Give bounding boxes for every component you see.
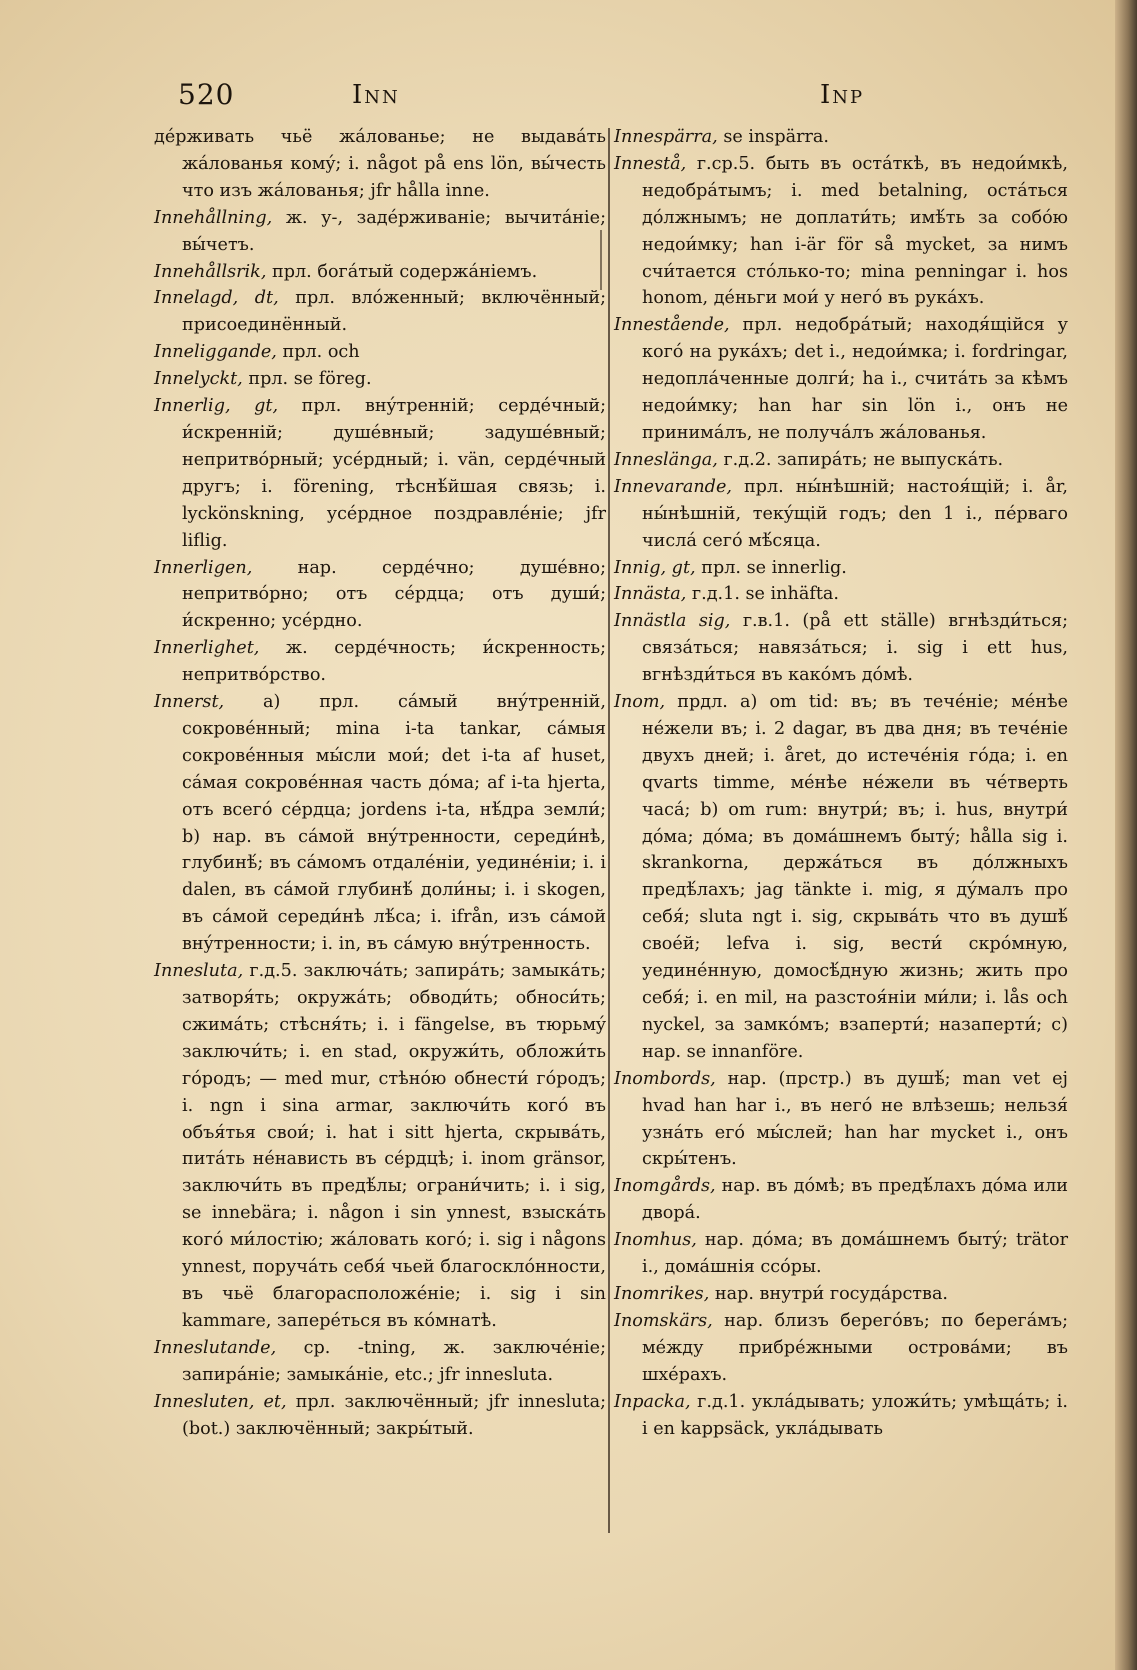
column-divider	[608, 128, 610, 1533]
dictionary-entry	[154, 1335, 606, 1389]
dictionary-entry	[614, 312, 1068, 447]
entry-definition: прл. och	[282, 342, 360, 363]
entry-definition: г.д.1. se inhäfta.	[691, 584, 839, 605]
entry-definition: прл. недобрáтый; находя́щійся у когó на рукáхъ; det i., недои́мка; i. fordringar, недоплáченные долги́; ha i., считáть за кѣмъ недои́мку; han har sin lön i., онъ не принимáлъ, не получáлъ жáлованья.	[642, 315, 1069, 443]
entry-definition: ср. -tning, ж. заключéніе; запирáніе; замыкáніе, etc.; jfr innesluta.	[182, 1337, 606, 1385]
entry-definition: нар. (прстр.) въ душѣ́; man vet ej hvad han har i., въ негó не влѣзешь; нельзя́ узнáть егó мы́слей; han har mycket i., онъ скры́тенъ.	[642, 1068, 1068, 1170]
dictionary-entry	[154, 205, 606, 259]
entry-definition: нар. внутри́ госудáрства.	[714, 1283, 949, 1304]
entry-definition: прл. внýтренній; сердéчный; и́скренній; душéвный; задушéвный; непритвóрный; усéрдный; i. vän, сердéчный другъ; i. förening, тѣснѣ́йшая связь; i. lyckönskning, усéрдное поздравлéніе; jfr liflig.	[182, 396, 607, 551]
entry-definition: прл. богáтый содержáніемъ.	[272, 261, 538, 282]
entry-definition: a) прл. сáмый внýтренній, сокровéнный; mina i-ta tankar, сáмыя сокровéнныя мы́сли мои́; det i-ta af huset, сáмая сокровéнная часть дóма; af i-ta hjerta, отъ всегó сéрдца; jordens i-ta, нѣ́дра земли́; b) нар. въ сáмой внýтренности, середи́нѣ, глубинѣ́; въ сáмомъ отдалéніи, уединéніи; i. i dalen, въ сáмой глубинѣ́ доли́ны; i. i skogen, въ сáмой середи́нѣ лѣ́са; i. ifrån, изъ сáмой внýтренности; i. in, въ сáмую внýтренность.	[182, 692, 606, 955]
entry-definition: прл. se föreg.	[248, 369, 372, 390]
entry-headword: Inpacka,	[614, 1391, 691, 1412]
entry-headword: Innelyckt,	[154, 369, 243, 390]
dictionary-entry	[614, 124, 1068, 151]
entry-headword: Innehållsrik,	[154, 261, 267, 282]
dictionary-entry	[154, 339, 606, 366]
entry-headword: Innästla sig,	[614, 611, 731, 632]
dictionary-entry	[154, 689, 606, 958]
dictionary-entry	[154, 285, 606, 339]
entry-headword: Innestående,	[614, 315, 730, 336]
entry-headword: Innesluta,	[154, 961, 244, 982]
entry-definition: se inspärra.	[723, 127, 829, 147]
entry-headword: Inom,	[614, 692, 666, 713]
entry-headword: Innestå,	[614, 153, 687, 174]
entry-headword: Innig, gt,	[614, 557, 696, 578]
dictionary-entry	[614, 581, 1068, 608]
entry-headword: Inneslutande,	[154, 1337, 277, 1358]
entry-headword: Innerlig, gt,	[154, 396, 279, 417]
left-column	[154, 124, 606, 1442]
entry-headword: Innerligen,	[154, 557, 253, 578]
right-column	[614, 124, 1068, 1442]
dictionary-entry	[154, 1389, 606, 1443]
dictionary-entry	[154, 259, 606, 286]
entry-headword: Inomhus,	[614, 1230, 697, 1251]
dictionary-entry	[614, 1281, 1068, 1308]
dictionary-entry	[154, 555, 606, 636]
dictionary-entry	[614, 447, 1068, 474]
entry-definition: г.д.1. уклáдывать; уложи́ть; умѣщáть; i. i en kappsäck, уклáдывать	[642, 1391, 1068, 1439]
entry-definition: нар. въ дóмѣ; въ предѣ́лахъ дóма или двора́.	[642, 1176, 1069, 1224]
entry-definition: прл. ны́нѣшній; настоя́щій; i. år, ны́нѣшній, текýщій годъ; den 1 i., пéрваго числá сегó мѣ́сяца.	[642, 476, 1069, 551]
entry-definition: г.в.1. (på ett ställe) вгнѣзди́ться; связáться; навязáться; i. sig i ett hus, вгнѣзди́ться въ какóмъ дóмѣ.	[642, 611, 1068, 686]
entry-definition: прдл. a) om tid: въ; въ течéніе; мéнѣе нéжели въ; i. 2 dagar, въ два дня; въ течéніе двухъ дней; i. året, до истечéнія гóда; i. en qvarts timme, мéнѣе нéжели въ чéтверть часá; b) om rum: внутри́; въ; i. hus, внутри́ дóма; дóма; въ домáшнемъ бытý; hålla sig i. skrankorna, держáться въ дóлжныхъ предѣ́лахъ; jag tänkte i. mig, я дýмалъ про себя́; sluta ngt i. sig, скрывáть что въ душѣ́ своéй; lefva i. sig, вести́ скрóмную, уединéнную, домосѣ́дную жизнь; жить про себя́; i. en mil, на разстоя́ніи ми́ли; i. lås och nyckel, за замкóмъ; взаперти́; назаперти́; c) нар. se innanföre.	[642, 692, 1069, 1062]
dictionary-entry	[154, 393, 606, 554]
dictionary-entry	[154, 958, 606, 1335]
dictionary-entry	[154, 366, 606, 393]
dictionary-entry	[614, 689, 1068, 1066]
entry-headword: Inneliggande,	[154, 342, 277, 363]
entry-headword: Innespärra,	[614, 127, 718, 147]
entry-headword: Innerlighet,	[154, 638, 260, 659]
entry-headword: Inneslänga,	[614, 449, 718, 470]
dictionary-entry	[614, 608, 1068, 689]
dictionary-entry	[614, 474, 1068, 555]
entry-definition: г.д.5. заключáть; запирáть; замыкáть; затворя́ть; окружáть; обводи́ть; обноси́ть; сжимáть; стѣсня́ть; i. i fängelse, въ тюрьмý заключи́ть; i. en stad, окружи́ть, обложи́ть гóродъ; — med mur, стѣнóю обнести́ гóродъ; i. ngn i sina armar, заключи́ть когó въ объя́тья свои́; i. hat i sitt hjerta, скрывáть, питáть нéнависть въ сéрдцѣ; i. inom gränsor, заключи́ть въ предѣ́лы; ограни́чить; i. i sig, se innebära; i. någon i sin ynnest, взыскáть когó ми́лостію; жáловать когó; i. sig i någons ynnest, поручáть себя́ чьей благосклóнности, въ чьё благорасположéніе; i. sig i sin kammare, заперéться въ кóмнатѣ.	[182, 961, 607, 1331]
dictionary-entry	[614, 151, 1068, 312]
entry-headword: Inomgårds,	[614, 1176, 716, 1197]
page-number: 520	[178, 78, 235, 111]
dictionary-entry	[614, 1389, 1068, 1443]
dictionary-entry	[614, 1066, 1068, 1174]
entry-headword: Inomskärs,	[614, 1310, 713, 1331]
dictionary-entry	[614, 1173, 1068, 1227]
entry-definition: прл. se innerlig.	[701, 557, 847, 578]
entry-headword: Innesluten, et,	[154, 1391, 287, 1412]
dictionary-entry	[614, 1308, 1068, 1389]
right-guide-word: Inp	[820, 80, 865, 110]
left-guide-word: Inn	[352, 80, 400, 110]
entry-headword: Innevarande,	[614, 476, 732, 497]
entry-definition: г.д.2. запирáть; не выпускáть.	[723, 449, 1004, 470]
dictionary-entry	[614, 555, 1068, 582]
entry-definition: прл. заключённый; jfr innesluta; (bot.) заключённый; закры́тый.	[182, 1391, 606, 1439]
entry-headword: Innerst,	[154, 692, 225, 713]
entry-headword: Inomrikes,	[614, 1283, 710, 1304]
dictionary-entry	[614, 1227, 1068, 1281]
entry-definition: дéрживать чьё жáлованье; не выдавáть жáлованья комý; i. något på ens lön, вы́честь что изъ жáлованья; jfr hålla inne.	[154, 127, 606, 201]
dictionary-entry	[154, 124, 606, 205]
entry-definition: г.ср.5. быть въ остáткѣ, въ недои́мкѣ, недобрáтымъ; i. med betalning, остáться дóлжнымъ; не доплати́ть; имѣ́ть за собóю недои́мку; han i-är för så mycket, за нимъ счи́тается стóлько-то; mina penningar i. hos honom, дéньги мои́ у негó въ рукáхъ.	[642, 153, 1068, 309]
dictionary-entry	[154, 635, 606, 689]
entry-definition: нар. близъ берегóвъ; по берегáмъ; мéжду прибрéжными островáми; въ шхéрахъ.	[642, 1310, 1068, 1385]
book-spine-shadow	[1115, 0, 1137, 1670]
entry-headword: Innehållning,	[154, 207, 273, 228]
entry-definition: нар. дóма; въ домáшнемъ бытý; trätor i., домáшнія ссóры.	[642, 1230, 1069, 1278]
entry-definition: ж. у-, задéрживаніе; вычитáніе; вы́четъ.	[182, 207, 606, 255]
entry-headword: Inombords,	[614, 1068, 716, 1089]
entry-headword: Innästa,	[614, 584, 687, 605]
entry-definition: нар. сердéчно; душéвно; непритвóрно; отъ сéрдца; отъ души́; и́скренно; усéрдно.	[182, 557, 607, 632]
entry-headword: Innelagd, dt,	[154, 288, 279, 309]
entry-definition: прл. влóженный; включённый; присоединённый.	[182, 288, 606, 336]
entry-definition: ж. сердéчность; и́скренность; непритвóрство.	[182, 638, 607, 686]
